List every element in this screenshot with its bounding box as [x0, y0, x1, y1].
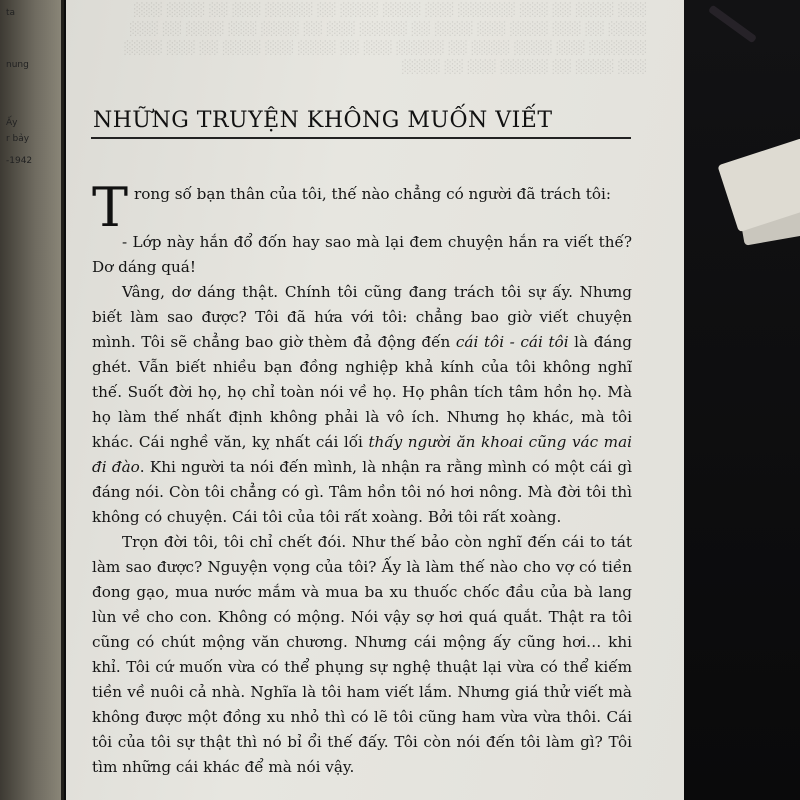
paragraph-3 — [92, 280, 632, 530]
left-page-fragment: ta — [6, 8, 16, 18]
left-page-fragment: Ấy — [6, 118, 18, 128]
paragraph-1 — [92, 176, 632, 239]
paragraph-3-text-b: là đáng ghét. Vẫn biết nhiều bạn đồng nghiệp khả kính của tôi không nghĩ thế. Suốt đời họ, họ chỉ toàn nói về họ. Họ phân tích tâm hồn họ. Mà họ làm thế nhất định không phải là vô ích. Nhưng họ khác, mà tôi khác. Cái nghề văn, kỵ nhất cái lối — [92, 333, 632, 451]
chapter-title: NHỮNG TRUYỆN KHÔNG MUỐN VIẾT — [93, 108, 553, 133]
book-page — [66, 0, 684, 800]
left-page-fragment: r bảy — [6, 134, 30, 144]
bleed-through-text: ░░░ ░░░░ ░░ ░░░ ░░░░░░ ░░░ ░░░░ ░░░░ ░░ ░░░░░ ░░░ ░░ ░░░░ ░░░ ░░░░ ░░ ░░░ ░░░░ ░░░ ░░░░ ░░ ░░░░░ ░░░ ░░ ░░░░ ░░░ ░░░░ ░░ ░░░ ░░░░░░ ░░░ ░░░░ ░░░░ ░░ ░░░░░ ░░░ ░░ ░░░░ ░░░ ░░░░ ░░ ░░░ ░░░░ ░░░ ░░░░ ░░ ░░░░░ ░░░ ░░ ░░░░ — [123, 2, 646, 74]
paragraph-2: - Lớp này hắn đổ đốn hay sao mà lại đem chuyện hắn ra viết thế? Dơ dáng quá! — [92, 233, 632, 276]
drop-cap: T — [92, 176, 129, 239]
paragraph-4: Trọn đời tôi, tôi chỉ chết đói. Như thế bảo còn nghĩ đến cái to tát làm sao được? Nguyện vọng của tôi? Ấy là làm thế nào cho vợ có tiền đong gạo, mua nước mắm và mua ba xu thuốc chốc đầu của bà lang lùn về cho con. Không có mộng. Nói vậy sợ hơi quá quắt. Thật ra tôi cũng có chút mộng văn chương. Nhưng cái mộng ấy cũng hơi… khi khỉ. Tôi cứ muốn vừa có thể phụng sự nghệ thuật lại vừa có thể kiếm tiền về nuôi cả nhà. Nghĩa là tôi ham viết lắm. Nhưng giá thử viết mà không được một đồng xu nhỏ thì có lẽ tôi cũng ham vừa vừa thôi. Cái tôi của tôi sự thật thì nó bỉ ổi thế đấy. Tôi còn nói đến tôi làm gì? Tôi tìm những cái khác để mà nói vậy. — [92, 533, 632, 776]
paragraph-3-text-a: Vâng, dơ dáng thật. Chính tôi cũng đang trách tôi sự ấy. Nhưng biết làm sao được? Tôi đã hứa với tôi: chẳng bao giờ viết chuyện mình. Tôi sẽ chẳng bao giờ thèm đả động đến — [92, 283, 632, 351]
left-page-fragment: nung — [6, 60, 29, 70]
adjacent-book-edge — [0, 0, 64, 800]
paragraph-3-italic-2: thấy người ăn khoai cũng vác mai đi đào — [92, 433, 632, 476]
title-rule — [91, 137, 631, 139]
left-page-fragment: -1942 — [6, 156, 33, 166]
paragraph-3-text-c: . Khi người ta nói đến mình, là nhận ra rằng mình có một cái gì đáng nói. Còn tôi chẳng có gì. Tâm hồn tôi nó hơi nông. Mà đời tôi thì không có chuyện. Cái tôi của tôi rất xoàng. Bởi tôi rất xoàng. — [92, 458, 633, 526]
desk-background — [680, 0, 800, 800]
chapter-body — [92, 176, 633, 780]
paragraph-3-italic-1: cái tôi - cái tôi — [455, 333, 569, 351]
book-spine-shadow — [61, 0, 64, 800]
paragraph-1-text: rong số bạn thân của tôi, thế nào chẳng có người đã trách tôi: — [134, 185, 612, 203]
